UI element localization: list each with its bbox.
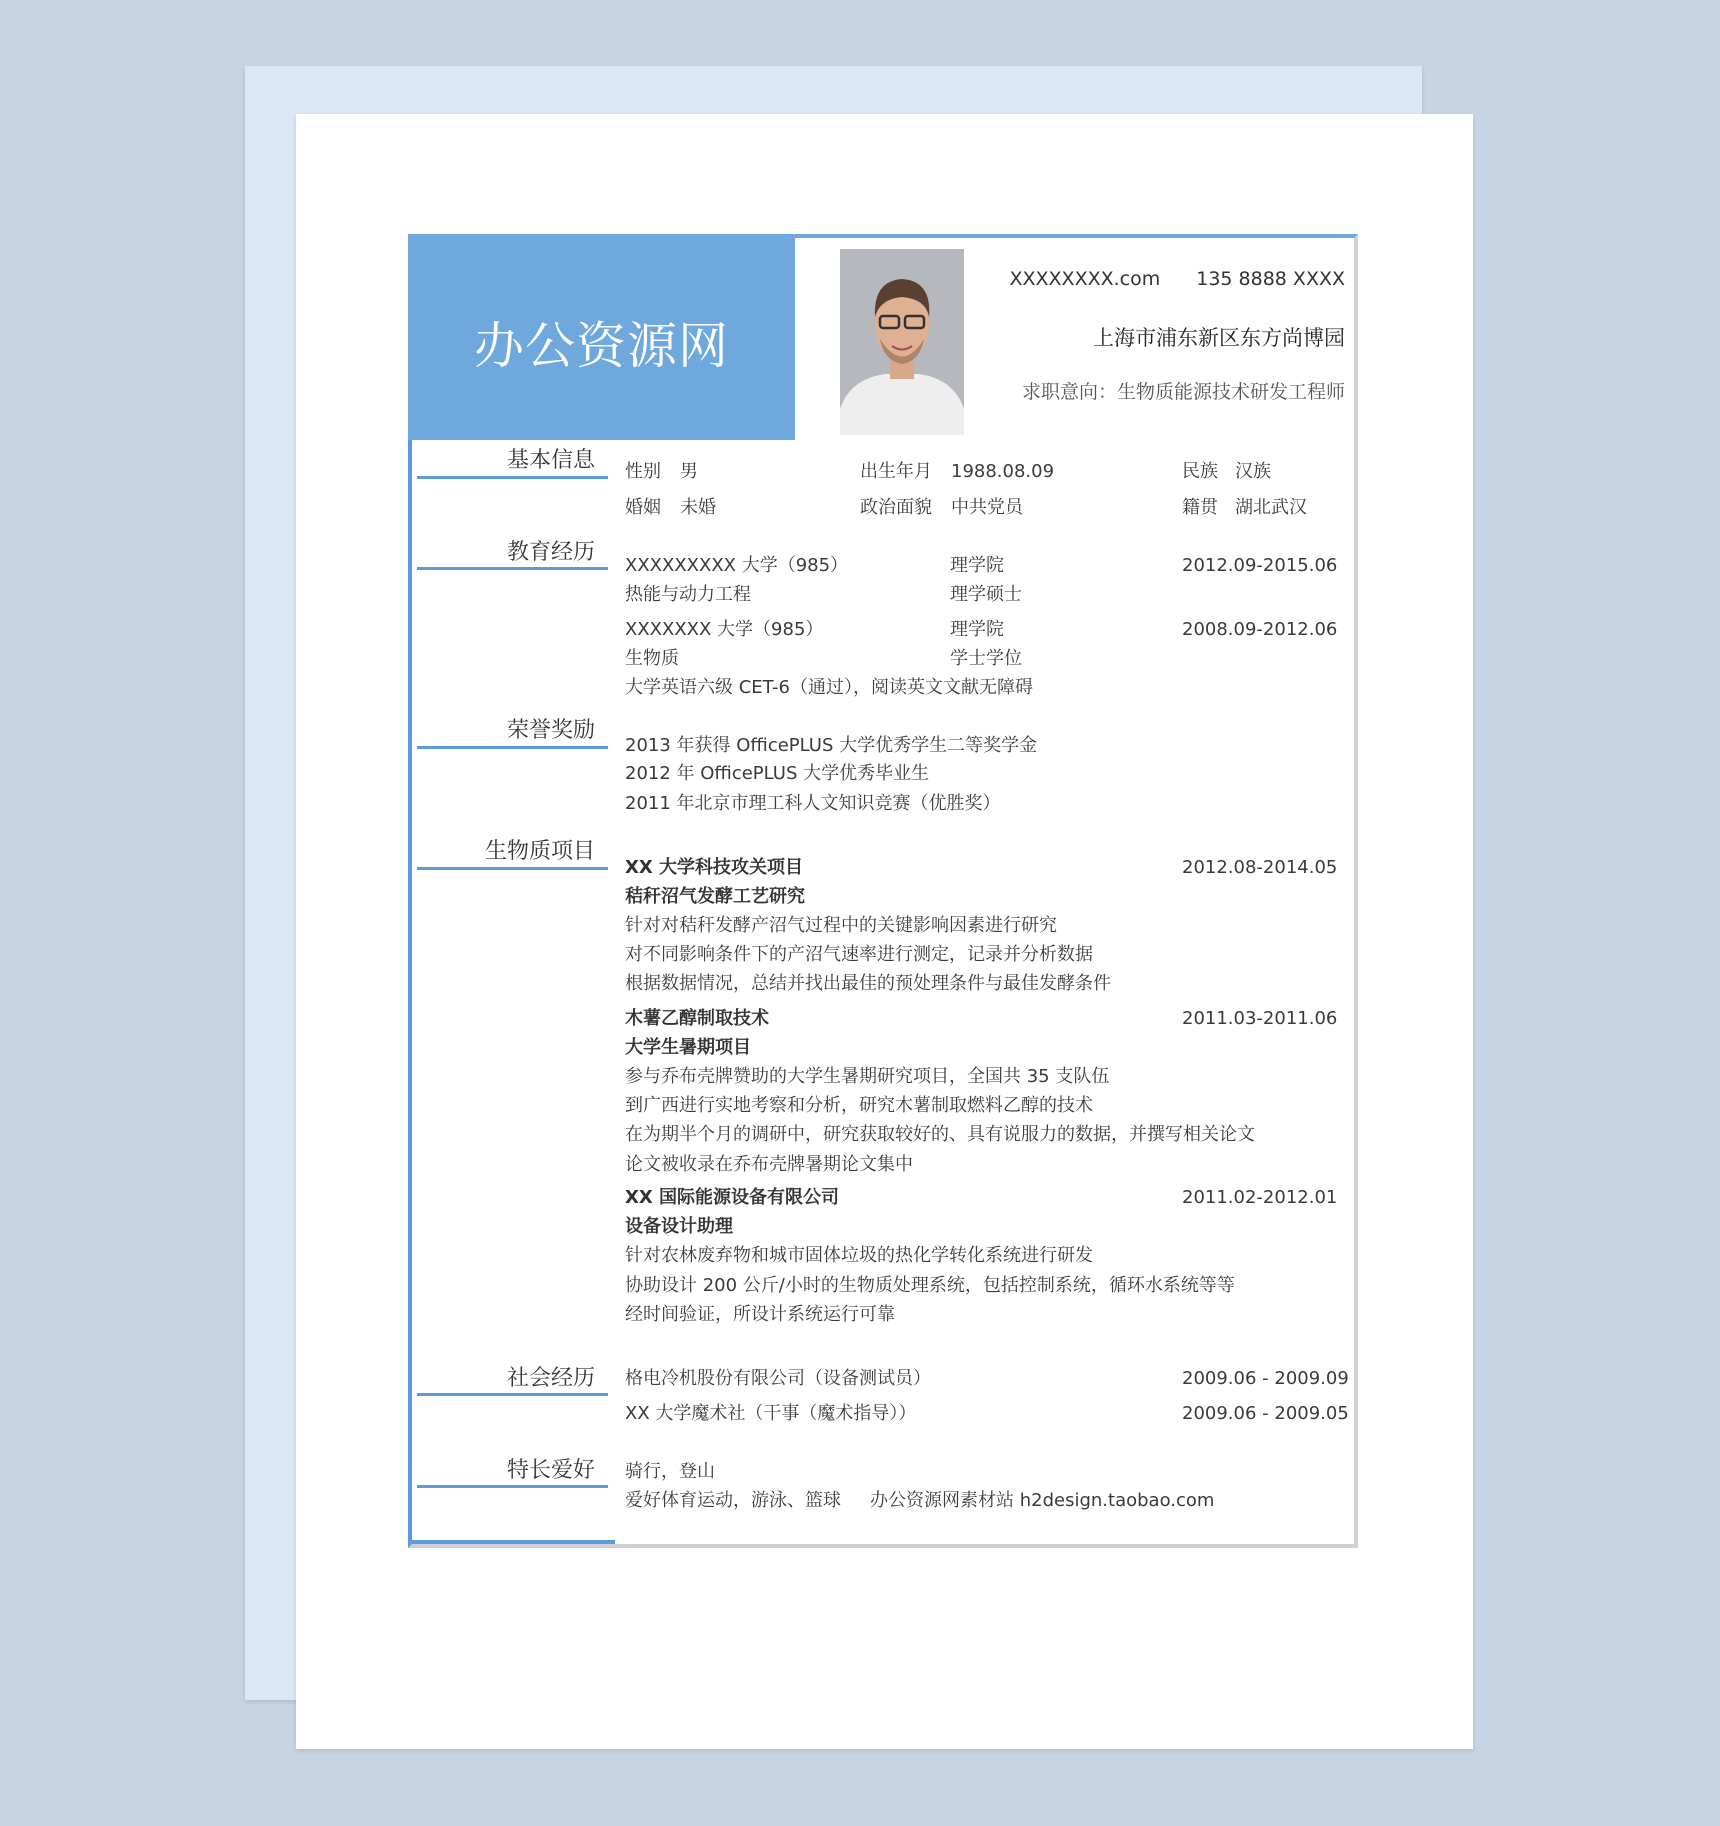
field-key: 籍贯 (1182, 497, 1218, 518)
project-title: 木薯乙醇制取技术 (625, 1008, 769, 1029)
project-subtitle: 设备设计助理 (625, 1216, 733, 1237)
project-line: 针对对秸秆发酵产沼气过程中的关键影响因素进行研究 (625, 915, 1057, 936)
project-line: 对不同影响条件下的产沼气速率进行测定，记录并分析数据 (625, 944, 1093, 965)
address: 上海市浦东新区东方尚博园 (1093, 326, 1345, 350)
project-line: 参与乔布壳牌赞助的大学生暑期研究项目，全国共 35 支队伍 (625, 1066, 1110, 1087)
edu-college: 理学院 (950, 619, 1004, 640)
field-value: 1988.08.09 (951, 461, 1055, 482)
honor-item: 2013 年获得 OfficePLUS 大学优秀学生二等奖学金 (625, 735, 1038, 756)
section-underline (417, 746, 608, 749)
project-date: 2011.03-2011.06 (1182, 1008, 1338, 1029)
edu-major: 生物质 (625, 648, 679, 669)
contact-line (1009, 268, 1345, 290)
edu-date: 2008.09-2012.06 (1182, 619, 1338, 640)
credit-text: 办公资源网素材站 h2design.taobao.com (870, 1490, 1215, 1511)
section-label-projects: 生物质项目 (484, 839, 595, 864)
project-date: 2012.08-2014.05 (1182, 857, 1338, 878)
edu-major: 热能与动力工程 (625, 584, 751, 605)
profile-photo (840, 249, 964, 435)
social-item: 格电冷机股份有限公司（设备测试员） (625, 1368, 931, 1389)
project-subtitle: 秸秆沼气发酵工艺研究 (625, 886, 805, 907)
brand-title: 办公资源网 (474, 317, 729, 375)
field-key: 政治面貌 (860, 497, 932, 518)
edu-school: XXXXXXXXX 大学（985） (625, 555, 849, 576)
project-line: 论文被收录在乔布壳牌暑期论文集中 (625, 1154, 913, 1175)
section-underline (417, 1485, 608, 1488)
edu-college: 理学院 (950, 555, 1004, 576)
frame-accent (408, 1540, 615, 1544)
field-value: 未婚 (680, 497, 716, 518)
project-line: 协助设计 200 公斤/小时的生物质处理系统，包括控制系统，循环水系统等等 (625, 1275, 1235, 1296)
project-date: 2011.02-2012.01 (1182, 1187, 1338, 1208)
section-label-basic: 基本信息 (506, 448, 595, 473)
project-title: XX 国际能源设备有限公司 (625, 1187, 840, 1208)
project-line: 在为期半个月的调研中，研究获取较好的、具有说服力的数据，并撰写相关论文 (625, 1124, 1255, 1145)
project-line: 经时间验证，所设计系统运行可靠 (625, 1304, 895, 1325)
social-date: 2009.06 - 2009.09 (1182, 1368, 1349, 1389)
section-label-social: 社会经历 (506, 1366, 595, 1391)
project-subtitle: 大学生暑期项目 (625, 1037, 751, 1058)
field-key: 出生年月 (860, 461, 932, 482)
field-value: 中共党员 (951, 497, 1023, 518)
project-line: 根据数据情况，总结并找出最佳的预处理条件与最佳发酵条件 (625, 973, 1111, 994)
section-underline (417, 1393, 608, 1396)
social-item: XX 大学魔术社（干事（魔术指导）） (625, 1403, 917, 1424)
section-label-honors: 荣誉奖励 (506, 718, 595, 743)
project-title: XX 大学科技攻关项目 (625, 857, 804, 878)
honor-item: 2011 年北京市理工科人文知识竞赛（优胜奖） (625, 793, 1001, 814)
edu-degree: 学士学位 (950, 648, 1022, 669)
hobby-line: 爱好体育运动，游泳、篮球 (625, 1490, 841, 1511)
field-value: 男 (680, 461, 698, 482)
field-value: 汉族 (1235, 461, 1271, 482)
section-underline (417, 476, 608, 479)
field-value: 湖北武汉 (1235, 497, 1307, 518)
edu-school: XXXXXXX 大学（985） (625, 619, 824, 640)
edu-note: 大学英语六级 CET-6（通过），阅读英文文献无障碍 (625, 677, 1033, 698)
section-label-hobbies: 特长爱好 (506, 1458, 595, 1483)
honor-item: 2012 年 OfficePLUS 大学优秀毕业生 (625, 763, 930, 784)
job-objective: 求职意向：生物质能源技术研发工程师 (1021, 381, 1345, 403)
section-underline (417, 867, 608, 870)
email: XXXXXXXX.com (1009, 268, 1161, 290)
field-key: 民族 (1182, 461, 1218, 482)
edu-date: 2012.09-2015.06 (1182, 555, 1338, 576)
hobby-line: 骑行，登山 (625, 1461, 715, 1482)
phone: 135 8888 XXXX (1196, 268, 1345, 290)
project-line: 到广西进行实地考察和分析，研究木薯制取燃料乙醇的技术 (625, 1095, 1093, 1116)
project-line: 针对农林废弃物和城市固体垃圾的热化学转化系统进行研发 (625, 1245, 1093, 1266)
section-underline (417, 567, 608, 570)
field-key: 婚姻 (625, 497, 661, 518)
field-key: 性别 (625, 461, 661, 482)
section-label-education: 教育经历 (506, 540, 595, 565)
edu-degree: 理学硕士 (950, 584, 1022, 605)
social-date: 2009.06 - 2009.05 (1182, 1403, 1349, 1424)
